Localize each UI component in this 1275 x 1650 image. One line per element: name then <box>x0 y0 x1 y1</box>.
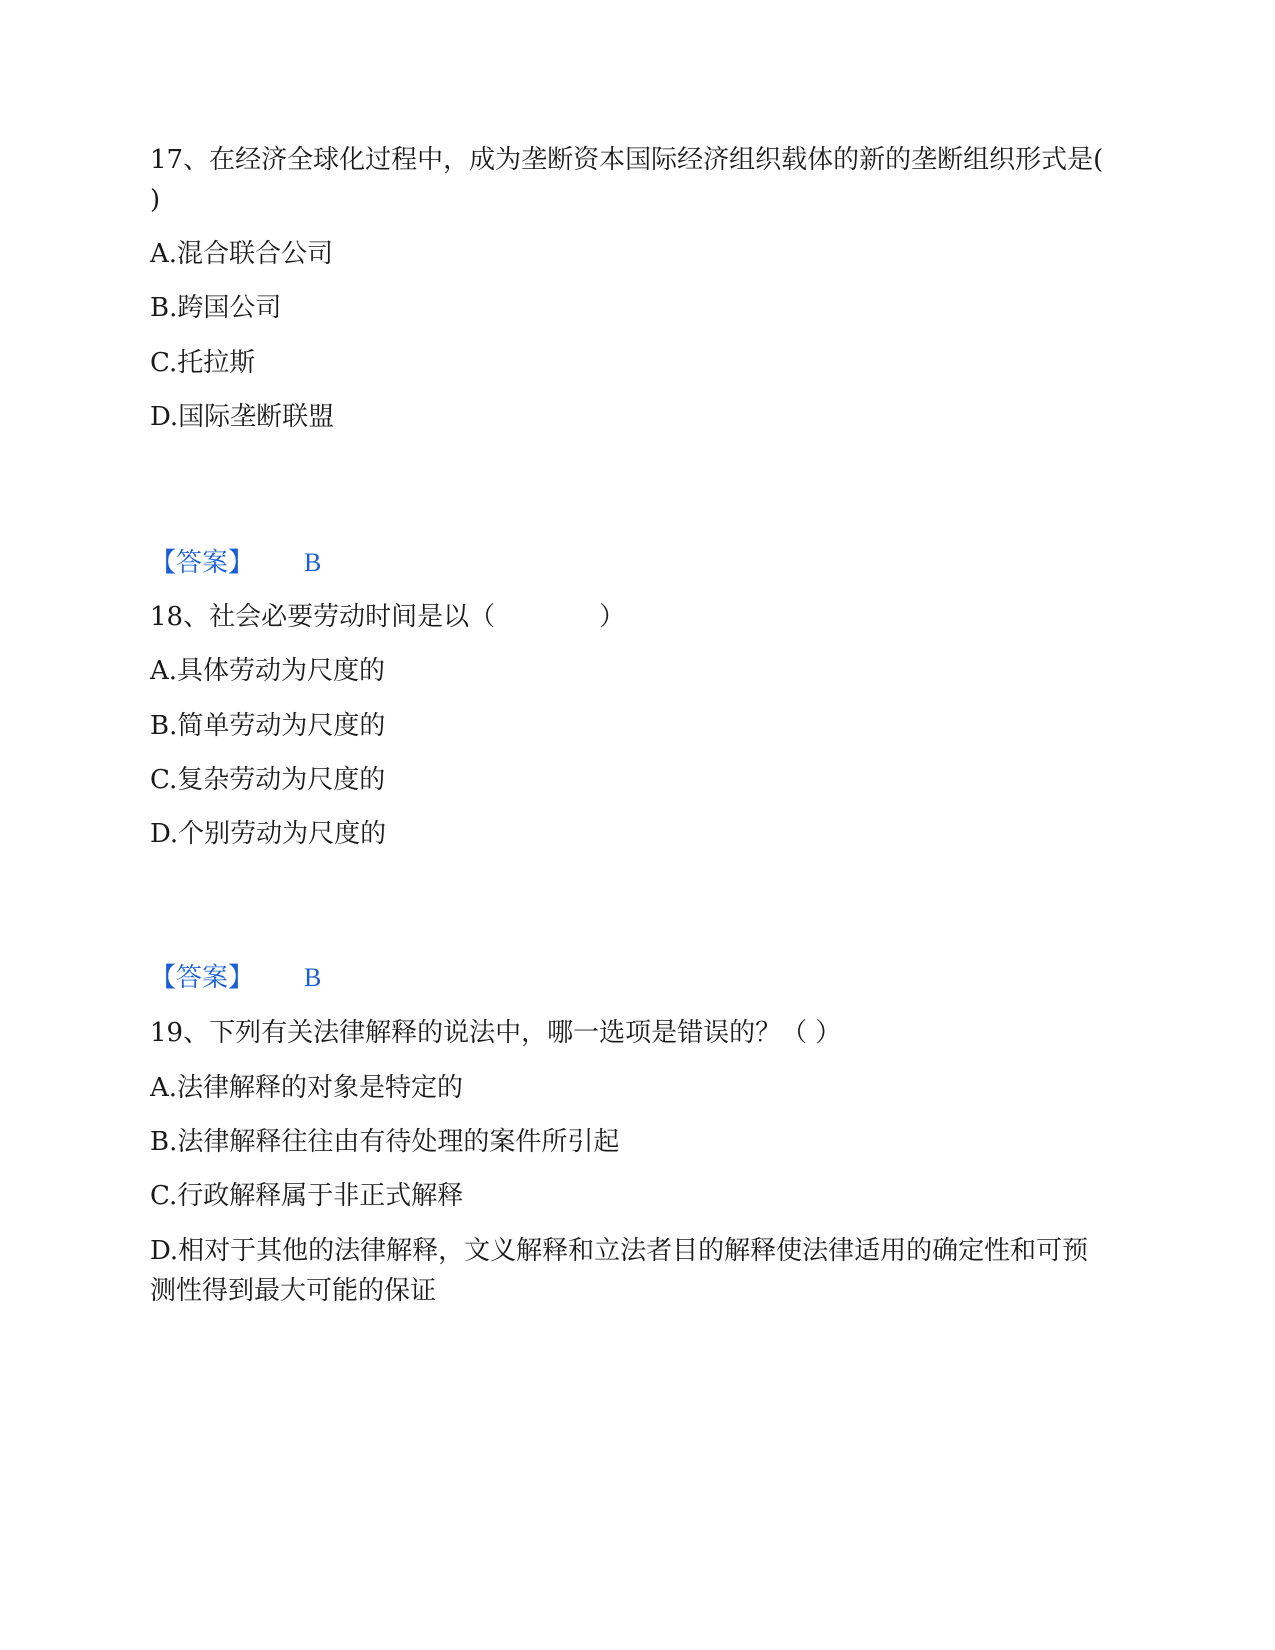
question-18-option-a: A.具体劳动为尺度的 <box>150 656 386 686</box>
answer-17-tag: 【答案】 <box>150 548 255 578</box>
answer-18-value: B <box>304 963 322 992</box>
question-19-stem: 19、下列有关法律解释的说法中，哪一选项是错误的？（ ） <box>150 1018 842 1048</box>
question-18-option-d: D.个别劳动为尺度的 <box>150 819 387 849</box>
question-19-option-d: D.相对于其他的法律解释，文义解释和立法者目的解释使法律适用的确定性和可预测性得到最大可能的保证 <box>150 1236 1089 1306</box>
question-17-stem: 17、在经济全球化过程中，成为垄断资本国际经济组织载体的新的垄断组织形式是( ) <box>150 145 1182 215</box>
question-19-option-a: A.法律解释的对象是特定的 <box>150 1073 464 1103</box>
question-17-option-a: A.混合联合公司 <box>150 239 334 269</box>
question-17-option-c: C.托拉斯 <box>150 348 256 378</box>
answer-18 <box>150 958 321 998</box>
question-19-option-b: B.法律解释往往由有待处理的案件所引起 <box>150 1127 620 1157</box>
question-17-option-b: B.跨国公司 <box>150 293 282 323</box>
question-17-option-d: D.国际垄断联盟 <box>150 402 335 432</box>
question-18-option-b: B.简单劳动为尺度的 <box>150 711 386 741</box>
answer-17 <box>150 543 321 583</box>
question-18-stem: 18、社会必要劳动时间是以（ ） <box>150 602 626 632</box>
question-19-option-c: C.行政解释属于非正式解释 <box>150 1181 464 1211</box>
answer-18-tag: 【答案】 <box>150 963 255 993</box>
question-18-option-c: C.复杂劳动为尺度的 <box>150 765 386 795</box>
answer-17-value: B <box>304 548 322 577</box>
